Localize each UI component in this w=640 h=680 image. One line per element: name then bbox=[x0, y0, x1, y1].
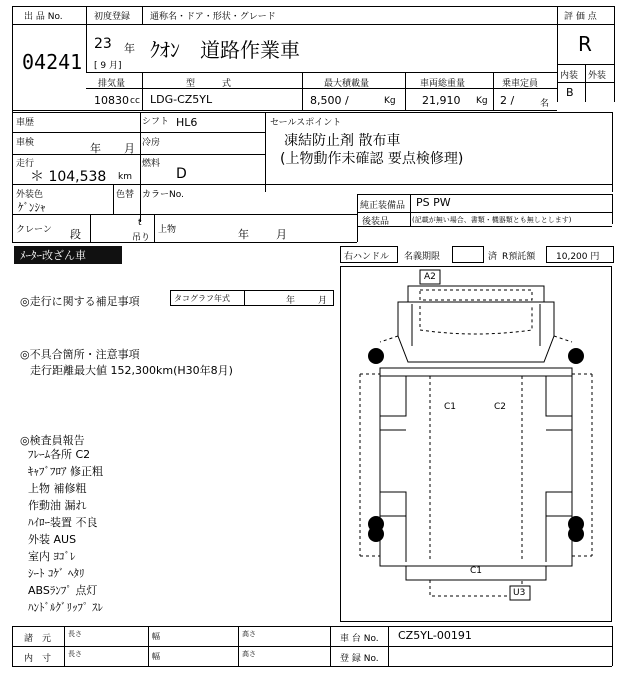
wheel-rear-left-2 bbox=[368, 526, 384, 542]
gross-weight-value: 21,910 bbox=[422, 94, 461, 107]
color-label: 外装色 bbox=[16, 190, 44, 200]
upper-label: 上物 bbox=[158, 225, 177, 235]
sales-point-line2: (上物動作未確認 要点検修理) bbox=[280, 151, 464, 167]
recycle-fee-value: 10,200 円 bbox=[556, 252, 600, 262]
cab-roof-outline bbox=[408, 286, 544, 302]
footer-interior-length-label: 長さ bbox=[68, 650, 82, 658]
crane-label: クレーン bbox=[16, 225, 52, 235]
diagram-mark-c1-cab bbox=[392, 400, 404, 410]
tachograph-label: タコグラフ年式 bbox=[174, 294, 230, 303]
fuel-label: 燃料 bbox=[142, 159, 161, 169]
diagram-mark-u3: U3 bbox=[513, 588, 526, 598]
title-transfer-label: 名義期限 bbox=[404, 252, 441, 262]
upper-month: 月 bbox=[276, 228, 287, 241]
equipment-label: 純正装備品 bbox=[360, 201, 406, 211]
defects-title: ◎不具合箇所・注意事項 bbox=[20, 348, 140, 361]
inspector-item: ﾊｲﾛｰ装置 不良 bbox=[28, 516, 98, 529]
lot-no-label: 出 品 No. bbox=[24, 12, 63, 22]
exterior-label: 外装 bbox=[588, 71, 607, 81]
max-load-unit: Kg bbox=[384, 96, 396, 106]
mileage-unit: km bbox=[118, 172, 132, 182]
inspection-label: 車検 bbox=[16, 138, 35, 148]
displacement-value: 10830 bbox=[94, 94, 129, 107]
crane-hang: 吊り bbox=[132, 233, 151, 243]
inspector-item: ABSﾗﾝﾌﾟ 点灯 bbox=[28, 584, 98, 597]
inspection-month: 月 bbox=[124, 142, 135, 155]
mileage-value: ＊ 104,538 bbox=[30, 169, 107, 185]
sales-point-label: セールスポイント bbox=[270, 118, 342, 128]
wheel-rear-right-2 bbox=[568, 526, 584, 542]
shift-label: シフト bbox=[142, 117, 170, 127]
diagram-mark-c1-rear: C1 bbox=[470, 566, 483, 576]
color-change-label: 色替 bbox=[116, 190, 135, 200]
interior-grade: B bbox=[566, 86, 574, 99]
crane-ton: t bbox=[138, 218, 142, 228]
footer-interior-label: 内 寸 bbox=[24, 654, 52, 664]
right-handle-label: 右ハンドル bbox=[344, 252, 390, 262]
lot-number: 04241 bbox=[22, 50, 83, 74]
max-load-value: 8,500 / bbox=[310, 94, 349, 107]
aftermarket-note: (記載が無い場合、書類・機器類とも無しとします) bbox=[412, 216, 572, 224]
diagram-mark-c2: C2 bbox=[494, 402, 507, 412]
inspector-item: ｼｰﾄ ｺｹﾞ ﾍﾀﾘ bbox=[28, 567, 85, 580]
max-load-label: 最大積載量 bbox=[324, 79, 370, 89]
diagram-mark-c1-left: C1 bbox=[444, 402, 457, 412]
wheel-front-left bbox=[368, 348, 384, 364]
chassis-no-value: CZ5YL-00191 bbox=[398, 629, 472, 642]
diagram-mark-a2: A2 bbox=[424, 272, 436, 282]
displacement-unit: cc bbox=[130, 96, 140, 106]
tachograph-year: 年 bbox=[286, 296, 296, 306]
mileage-label: 走行 bbox=[16, 159, 35, 169]
upper-year: 年 bbox=[238, 228, 249, 241]
inspector-item: 室内 ﾖｺﾞﾚ bbox=[28, 550, 76, 563]
rating-label: 評 価 点 bbox=[564, 12, 597, 22]
gross-weight-unit: Kg bbox=[476, 96, 488, 106]
odometer-tamper-badge: ﾒｰﾀｰ改ざん車 bbox=[14, 246, 122, 264]
chassis-no-label: 車 台 No. bbox=[340, 634, 379, 644]
footer-specs-label: 諸 元 bbox=[24, 634, 52, 644]
first-reg-year: 23 bbox=[94, 36, 112, 52]
color-no-label: カラーNo. bbox=[142, 190, 184, 200]
footer-width-label: 幅 bbox=[152, 632, 160, 641]
inspector-list bbox=[28, 446, 103, 616]
inspection-year: 年 bbox=[90, 142, 101, 155]
inspector-title: ◎検査員報告 bbox=[20, 434, 85, 447]
capacity-label: 乗車定員 bbox=[502, 79, 539, 89]
history-label: 車歴 bbox=[16, 118, 35, 128]
aftermarket-label: 後装品 bbox=[362, 217, 390, 227]
interior-label: 内装 bbox=[560, 71, 579, 81]
footer-length-label: 長さ bbox=[68, 630, 82, 638]
fuel-value: D bbox=[176, 166, 187, 182]
inspector-item: ﾊﾝﾄﾞﾙｸﾞﾘｯﾌﾟ ｽﾚ bbox=[28, 601, 103, 614]
name-label: 通称名・ドア・形状・グレード bbox=[150, 12, 276, 22]
first-reg-label: 初度登録 bbox=[94, 12, 131, 22]
shift-value: HL6 bbox=[176, 116, 198, 129]
ac-label: 冷房 bbox=[142, 138, 161, 148]
inspector-item: 外装 AUS bbox=[28, 533, 77, 546]
tachograph-month: 月 bbox=[318, 296, 328, 306]
rating-value: R bbox=[578, 32, 592, 56]
footer-interior-height-label: 高さ bbox=[242, 650, 256, 658]
first-reg-month: [ 9 月] bbox=[94, 61, 122, 71]
title-transfer-box bbox=[452, 246, 484, 263]
capacity-unit: 名 bbox=[540, 99, 550, 109]
color-value: ｹﾞﾝｼｬ bbox=[18, 201, 46, 214]
inspector-item: ｷｬﾌﾞﾌﾛｱ 修正粗 bbox=[28, 465, 103, 478]
sales-point-line1: 凍結防止剤 散布車 bbox=[284, 133, 401, 149]
model-label: 型 式 bbox=[186, 79, 232, 89]
model-value: LDG-CZ5YL bbox=[150, 93, 213, 106]
footer-height-label: 高さ bbox=[242, 630, 256, 638]
footer-interior-width-label: 幅 bbox=[152, 652, 160, 661]
defects-line1: 走行距離最大値 152,300km(H30年8月) bbox=[30, 364, 233, 377]
first-reg-year-unit: 年 bbox=[124, 42, 135, 55]
wheel-front-right bbox=[568, 348, 584, 364]
equipment-value: PS PW bbox=[416, 196, 451, 209]
crane-stage: 段 bbox=[70, 228, 81, 241]
recycle-label: 済 bbox=[488, 252, 498, 262]
gross-weight-label: 車両総重量 bbox=[420, 79, 466, 89]
inspector-item: 作動油 漏れ bbox=[28, 499, 87, 512]
inspector-item: 上物 補修粗 bbox=[28, 482, 87, 495]
registration-label: 登 録 No. bbox=[340, 654, 379, 664]
cab-outline bbox=[398, 302, 554, 362]
inspector-item: ﾌﾚｰﾑ各所 C2 bbox=[28, 448, 91, 461]
vehicle-name: ｸｵﾝ 道路作業車 bbox=[150, 38, 300, 62]
displacement-label: 排気量 bbox=[98, 79, 126, 89]
supplement-title: ◎走行に関する補足事項 bbox=[20, 295, 140, 308]
capacity-value: 2 / bbox=[500, 94, 515, 107]
recycle-fee-label: R預託額 bbox=[502, 252, 536, 262]
